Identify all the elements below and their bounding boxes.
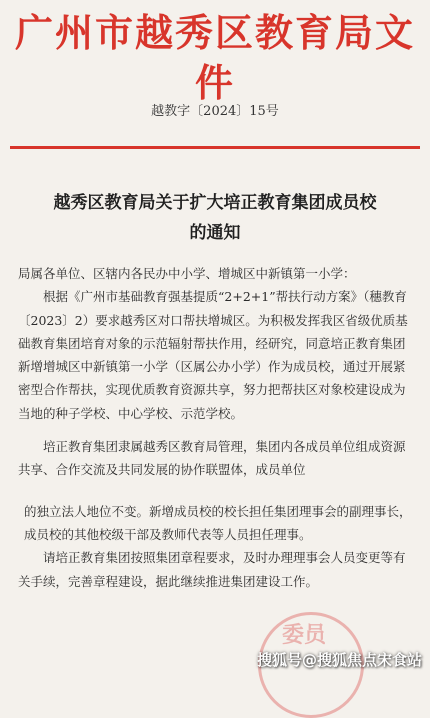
title-line-1: 越秀区教育局关于扩大培正教育集团成员校 <box>53 193 377 213</box>
paragraph-3: 的独立法人地位不变。新增成员校的校长担任集团理事会的副理事长，成员校的其他校级干部及教师代表等人员担任理事。 <box>24 503 412 542</box>
red-divider-line <box>10 146 420 149</box>
salutation: 局属各单位、区辖内各民办中小学、增城区中新镇第一小学： <box>18 266 356 281</box>
source-watermark: 搜狐号@搜狐焦点宋食站 <box>256 651 422 669</box>
seal-text: 委员 <box>282 622 327 648</box>
paragraph-2: 培正教育集团隶属越秀区教育局管理，集团内各成员单位组成资源共享、合作交流及共同发展的协作联盟体，成员单位 <box>18 439 406 478</box>
document-masthead: 广州市越秀区教育局文件 <box>14 10 415 105</box>
title-line-2: 的通知 <box>189 223 241 243</box>
paragraph-4: 请培正教育集团按照集团章程要求，及时办理理事会人员变更等有关手续，完善章程建设，据此继续推进集团建设工作。 <box>18 550 406 589</box>
document-number: 越教字〔2024〕15号 <box>151 104 279 119</box>
paragraph-1: 根据《广州市基础教育强基提质“2+2+1”帮扶行动方案》（穗教育〔2023〕2）要求越秀区对口帮扶增城区。为积极发挥我区省级优质基础教育集团培育对象的示范辐射帮扶作用，经研究，同意培正教育集团新增增城区中新镇第一小学（区属公办小学）作为成员校，通过开展紧密型合作帮扶，实现优质教育资源共享，努力把帮扶区对象校建设成为当地的种子学校、中心学校、示范学校。 <box>18 289 408 421</box>
document-body <box>18 262 416 593</box>
document-title <box>20 188 410 248</box>
